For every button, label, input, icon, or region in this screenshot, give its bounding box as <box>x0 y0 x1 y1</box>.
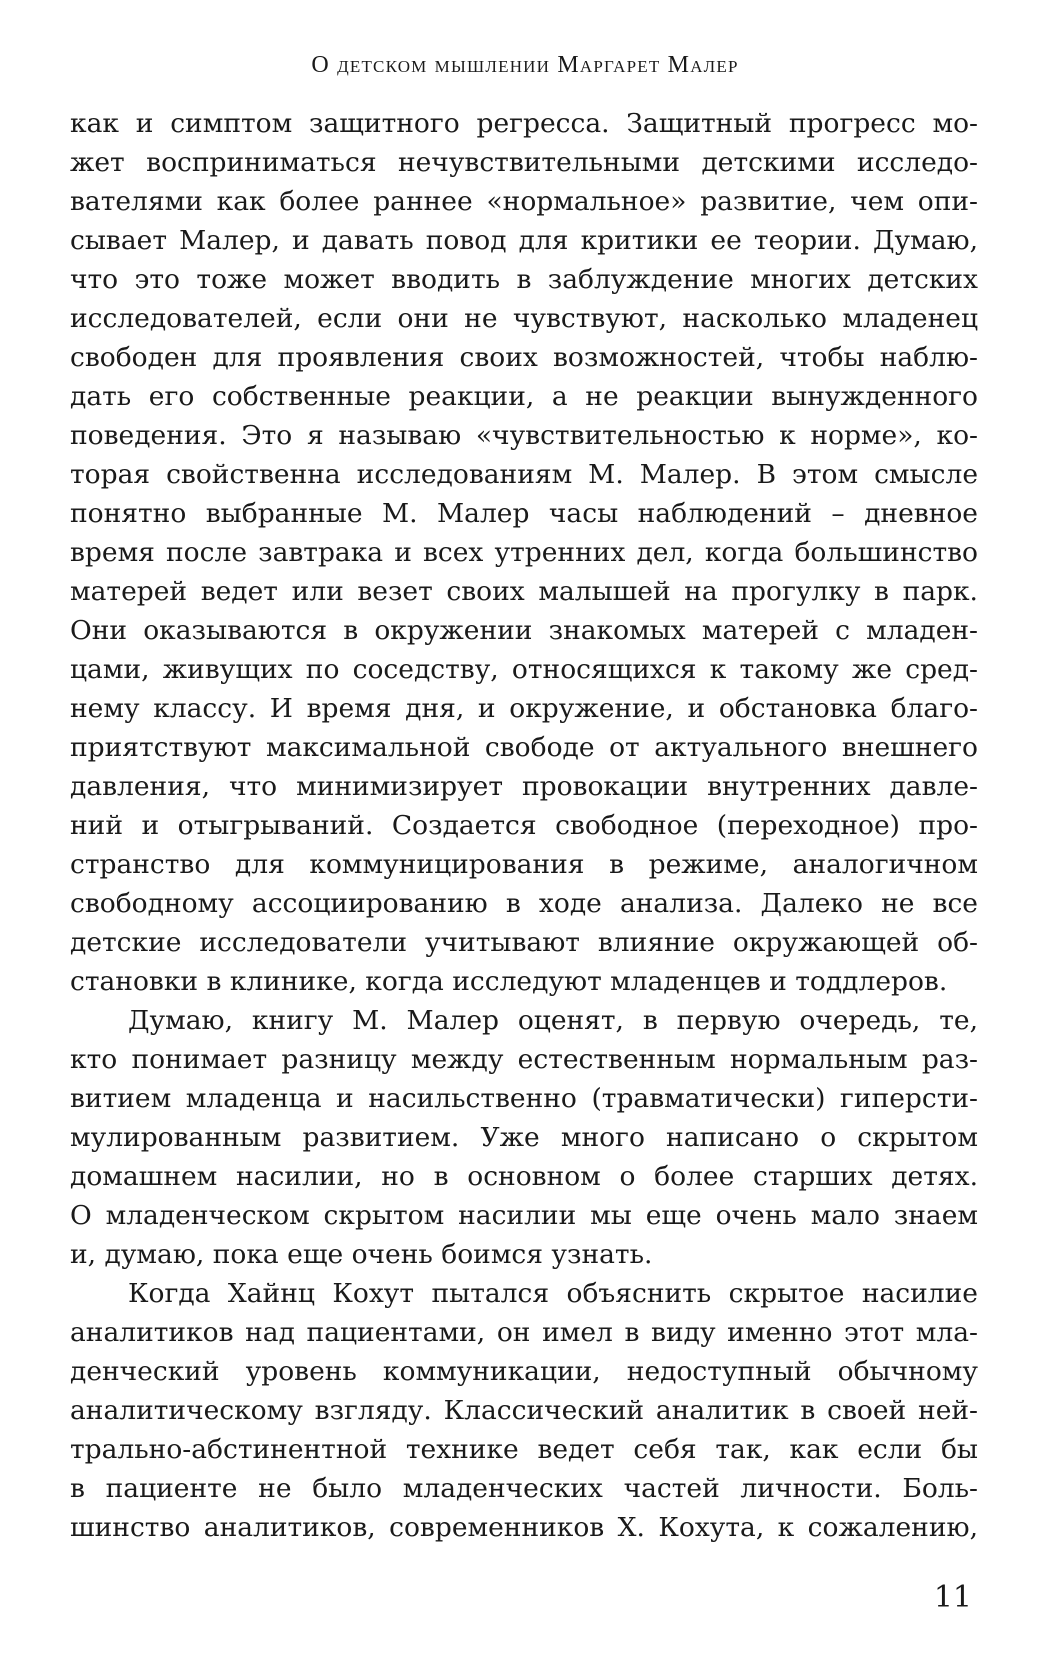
text-line: свободен для проявления своих возможностей, чтобы наблю- <box>70 342 978 373</box>
text-line: О младенческом скрытом насилии мы еще очень мало знаем <box>70 1200 978 1231</box>
text-line: аналитиков над пациентами, он имел в виду именно этот мла- <box>70 1317 978 1348</box>
text-line: исследователей, если они не чувствуют, насколько младенец <box>70 303 978 334</box>
text-line: торая свойственна исследованиям М. Малер. В этом смысле <box>70 459 978 490</box>
text-line: мулированным развитием. Уже много написано о скрытом <box>70 1122 978 1153</box>
text-line: что это тоже может вводить в заблуждение многих детских <box>70 264 978 295</box>
running-header: О детском мышлении Маргарет Малер <box>311 52 739 78</box>
text-line: витием младенца и насильственно (травматически) гиперсти- <box>70 1083 978 1114</box>
text-line: денческий уровень коммуникации, недоступный обычному <box>70 1356 978 1387</box>
text-line: домашнем насилии, но в основном о более старших детях. <box>70 1161 978 1192</box>
text-line: вателями как более раннее «нормальное» развитие, чем опи- <box>70 186 978 217</box>
text-line: и, думаю, пока еще очень боимся узнать. <box>70 1239 653 1270</box>
text-line: Думаю, книгу М. Малер оценят, в первую очередь, те, <box>128 1005 978 1036</box>
text-line: свободному ассоциированию в ходе анализа. Далеко не все <box>70 888 978 919</box>
text-line: жет восприниматься нечувствительными детскими исследо- <box>70 147 978 178</box>
text-line: давления, что минимизирует провокации внутренних давле- <box>70 771 978 802</box>
text-line: странство для коммуницирования в режиме, аналогичном <box>70 849 978 880</box>
text-line: цами, живущих по соседству, относящихся к такому же сред- <box>70 654 978 685</box>
text-line: как и симптом защитного регресса. Защитный прогресс мо- <box>70 108 978 139</box>
text-line: становки в клинике, когда исследуют младенцев и тоддлеров. <box>70 966 948 997</box>
text-line: поведения. Это я называю «чувствительностью к норме», ко- <box>70 420 978 451</box>
text-line: аналитическому взгляду. Классический аналитик в своей ней- <box>70 1395 978 1426</box>
text-line: кто понимает разницу между естественным нормальным раз- <box>70 1044 978 1075</box>
text-line: ний и отыгрываний. Создается свободное (переходное) про- <box>70 810 978 841</box>
text-line: Когда Хайнц Кохут пытался объяснить скрытое насилие <box>128 1278 978 1309</box>
text-line: время после завтрака и всех утренних дел, когда большинство <box>70 537 978 568</box>
text-line: сывает Малер, и давать повод для критики ее теории. Думаю, <box>70 225 978 256</box>
text-line: детские исследователи учитывают влияние окружающей об- <box>70 927 978 958</box>
text-line: Они оказываются в окружении знакомых матерей с младен- <box>70 615 978 646</box>
text-line: нему классу. И время дня, и окружение, и обстановка благо- <box>70 693 978 724</box>
text-line: дать его собственные реакции, а не реакции вынужденного <box>70 381 978 412</box>
text-line: приятствуют максимальной свободе от актуального внешнего <box>70 732 978 763</box>
page-number: 11 <box>933 1580 972 1615</box>
body-text <box>70 104 978 1547</box>
text-line: трально-абстинентной технике ведет себя так, как если бы <box>70 1434 978 1465</box>
text-line: матерей ведет или везет своих малышей на прогулку в парк. <box>70 576 978 607</box>
text-line: шинство аналитиков, современников Х. Кохута, к сожалению, <box>70 1512 978 1543</box>
text-line: в пациенте не было младенческих частей личности. Боль- <box>70 1473 978 1504</box>
text-line: понятно выбранные М. Малер часы наблюдений – дневное <box>70 498 978 529</box>
